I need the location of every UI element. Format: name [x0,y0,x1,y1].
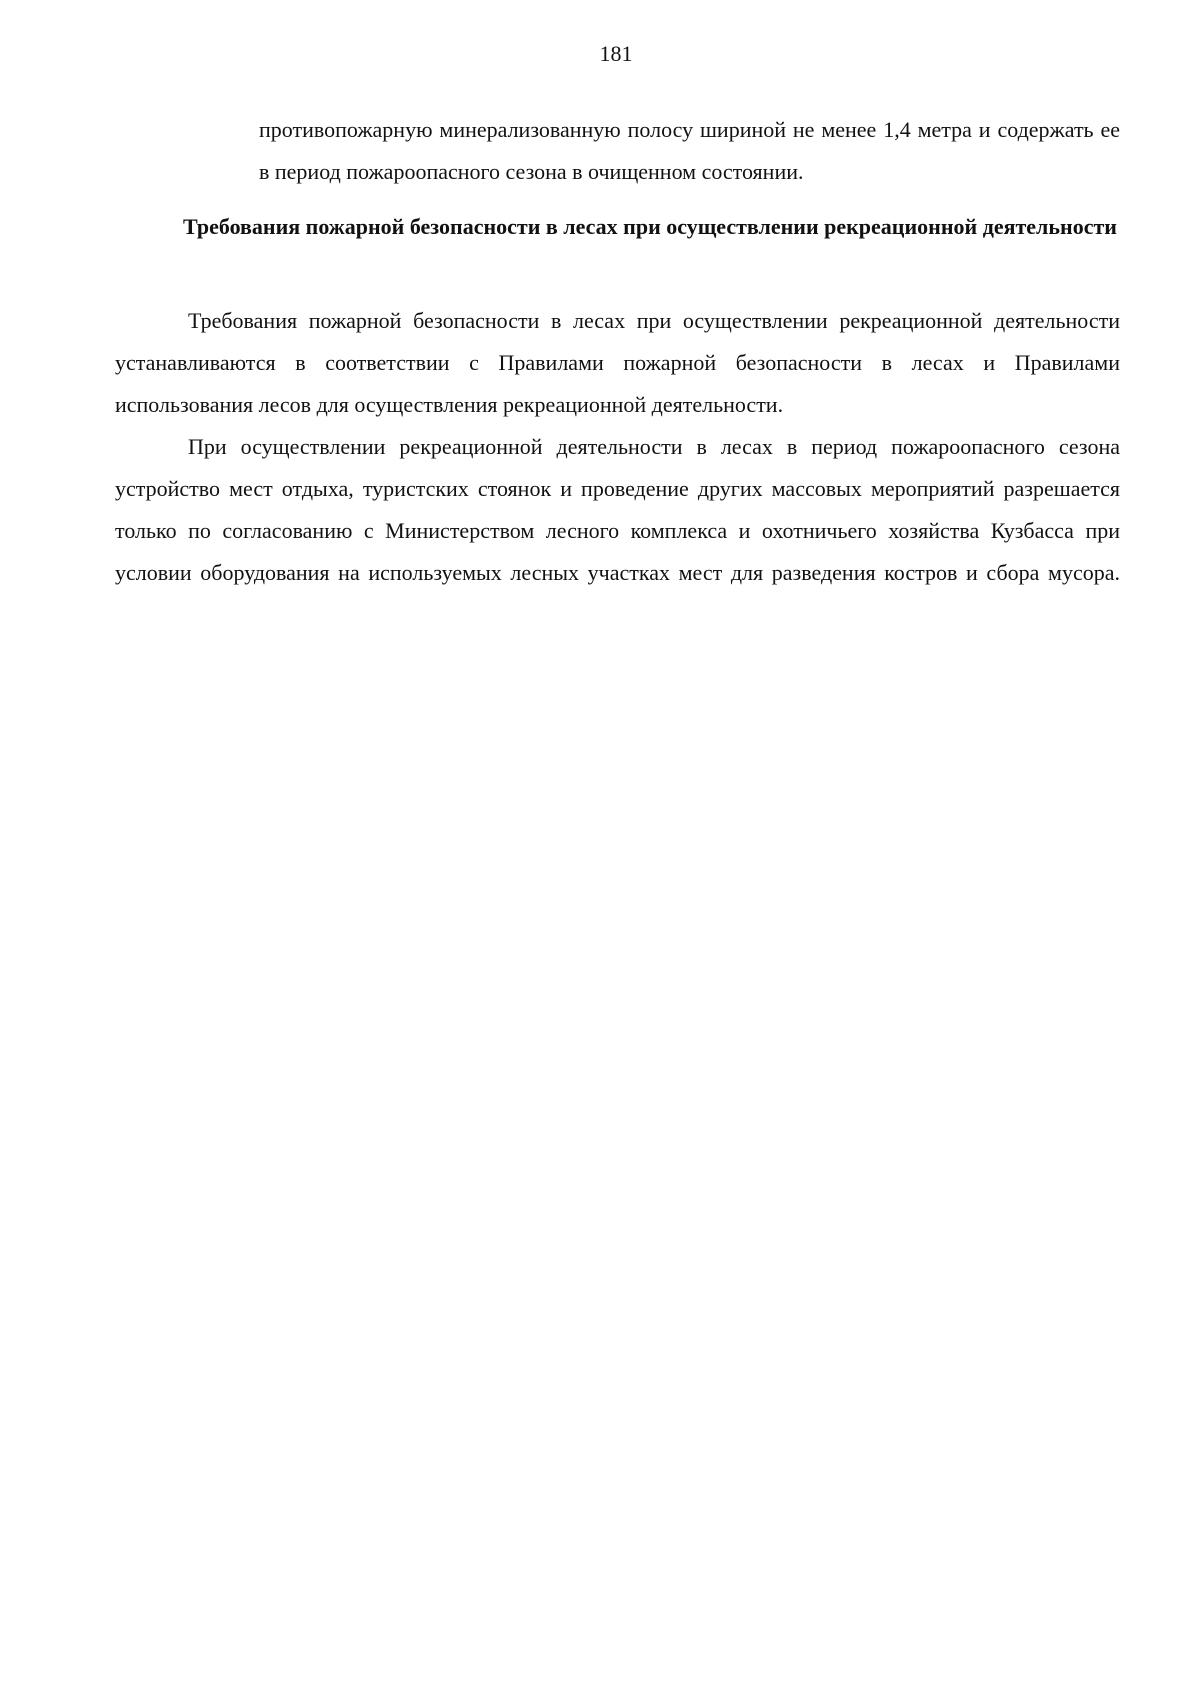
section-heading: Требования пожарной безопасности в лесах при осуществлении рекреационной деятельности [183,214,1117,239]
body-text [115,300,1120,594]
continued-paragraph: противопожарную минерализованную полосу шириной не менее 1,4 метра и содержать ее в период пожароопасного сезона в очищенном состоянии. [259,117,1120,184]
paragraph: При осуществлении рекреационной деятельности в лесах в период пожароопасного сезона устройство мест отдыха, туристских стоянок и проведение других массовых мероприятий разрешается только по согласованию с Министерством лесного комплекса и охотничьего хозяйства Кузбасса при условии оборудования на используемых лесных участках мест для разведения костров и сбора мусора. [115,434,1120,585]
paragraph: Требования пожарной безопасности в лесах при осуществлении рекреационной деятельности устанавливаются в соответствии с Правилами пожарной безопасности в лесах и Правилами использования лесов для осуществления рекреационной деятельности. [115,308,1120,417]
page-number: 181 [599,41,633,66]
